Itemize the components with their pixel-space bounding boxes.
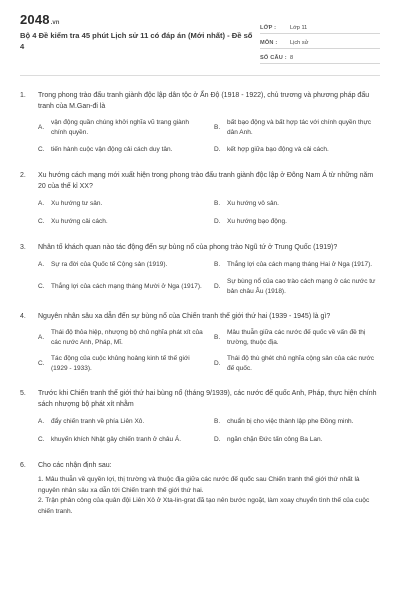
option-c[interactable]: [38, 434, 204, 446]
meta-label: MÔN :: [260, 40, 278, 46]
question-text: Trong phong trào đấu tranh giành độc lập dân tộc ở Ấn Độ (1918 - 1922), chủ trương và phương pháp đấu tranh của M.Gan-đi là: [38, 92, 370, 110]
option-text: Xu hướng tư sản.: [51, 200, 103, 207]
option-text: Thái độ thỏa hiệp, nhượng bộ chủ nghĩa phát xít của các nước Anh, Pháp, Mĩ.: [51, 329, 203, 346]
header: [20, 12, 380, 64]
option-letter: C.: [38, 360, 45, 367]
meta-row-grade: [260, 19, 380, 34]
option-group: [38, 118, 380, 156]
meta-label: LỚP :: [260, 25, 277, 31]
option-letter: D.: [214, 146, 221, 153]
option-group: [38, 198, 380, 228]
option-d[interactable]: [214, 216, 380, 228]
question-number: 5.: [20, 390, 26, 397]
option-letter: C.: [38, 283, 45, 290]
statement-2: 2. Trận phản công của quân đội Liên Xô ở Xta-lin-grat đã tạo nên bước ngoặt, làm xoay chuyển tình thế của cuộc chiến tranh.: [38, 497, 370, 515]
option-text: đẩy chiến tranh về phía Liên Xô.: [51, 418, 145, 425]
option-text: kết hợp giữa bạo động và cải cách.: [227, 146, 329, 153]
option-b[interactable]: [214, 416, 380, 428]
option-letter: A.: [38, 261, 45, 268]
option-text: Thái độ thù ghét chủ nghĩa cộng sản của các nước đế quốc.: [227, 355, 375, 372]
site-logo[interactable]: [20, 12, 258, 27]
option-letter: D.: [214, 360, 221, 367]
option-text: vận động quần chúng khởi nghĩa vũ trang giành chính quyền.: [51, 119, 189, 136]
question-number: 2.: [20, 172, 26, 179]
option-text: Xu hướng bạo động.: [227, 218, 287, 225]
option-group: [38, 259, 380, 297]
question-text: Nhân tố khách quan nào tác động đến sự bùng nổ của phong trào Ngũ tứ ở Trung Quốc (1919)?: [38, 244, 338, 251]
option-a[interactable]: [38, 416, 204, 428]
option-letter: B.: [214, 200, 221, 207]
option-letter: C.: [38, 436, 45, 443]
option-b[interactable]: [214, 259, 380, 271]
question-text: Nguyên nhân sâu xa dẫn đến sự bùng nổ của Chiến tranh thế giới thứ hai (1939 - 1945) là gì?: [38, 313, 331, 320]
question-text: Xu hướng cách mạng mới xuất hiện trong phong trào đấu tranh giành độc lập ở Đông Nam Á từ những năm 20 của thế kỉ XX?: [38, 172, 374, 190]
option-text: Sự bùng nổ của cao trào cách mạng ở các nước tư bản châu Âu (1918).: [227, 278, 376, 295]
option-letter: C.: [38, 218, 45, 225]
option-letter: D.: [214, 283, 221, 290]
option-letter: B.: [214, 261, 221, 268]
question-3: [20, 242, 380, 297]
option-a[interactable]: [38, 118, 204, 138]
option-text: Xu hướng vô sản.: [227, 200, 279, 207]
option-c[interactable]: [38, 144, 204, 156]
statement-list: [38, 475, 380, 517]
meta-row-subject: [260, 34, 380, 49]
question-number: 3.: [20, 244, 26, 251]
option-text: Mâu thuẫn giữa các nước đế quốc về vấn đề thị trường, thuộc địa.: [227, 329, 366, 346]
question-5: [20, 388, 380, 446]
question-list: [20, 90, 380, 517]
option-letter: A.: [38, 200, 45, 207]
meta-label: SỐ CÂU :: [260, 55, 287, 61]
option-text: Tác động của cuộc khủng hoảng kinh tế thế giới (1929 - 1933).: [51, 355, 190, 372]
option-c[interactable]: [38, 354, 204, 374]
option-letter: A.: [38, 418, 45, 425]
question-number: 1.: [20, 92, 26, 99]
question-number: 4.: [20, 313, 26, 320]
option-c[interactable]: [38, 216, 204, 228]
option-b[interactable]: [214, 328, 380, 348]
header-divider: [20, 75, 380, 76]
option-text: Xu hướng cải cách.: [51, 218, 108, 225]
option-b[interactable]: [214, 118, 380, 138]
option-a[interactable]: [38, 259, 204, 271]
option-group: [38, 416, 380, 446]
option-d[interactable]: [214, 434, 380, 446]
meta-value: 8: [290, 55, 294, 61]
question-2: [20, 170, 380, 228]
meta-value: Lớp 11: [290, 25, 308, 31]
option-text: chuẩn bị cho việc thành lập phe Đồng minh.: [227, 418, 354, 425]
option-text: Sự ra đời của Quốc tế Cộng sản (1919).: [51, 261, 168, 268]
logo-sub: .vn: [50, 20, 60, 26]
question-1: [20, 90, 380, 156]
option-text: ngăn chặn Đức tấn công Ba Lan.: [227, 436, 323, 443]
option-d[interactable]: [214, 277, 380, 297]
option-text: Thắng lợi của cách mạng tháng Mười ở Nga (1917).: [51, 283, 202, 290]
option-letter: B.: [214, 334, 221, 341]
option-text: khuyến khích Nhật gây chiến tranh ở châu Á.: [51, 436, 182, 443]
option-text: Thắng lợi của cách mạng tháng Hai ở Nga (1917).: [227, 261, 373, 268]
option-letter: D.: [214, 436, 221, 443]
option-letter: D.: [214, 218, 221, 225]
page-title: Bộ 4 Đề kiểm tra 45 phút Lịch sử 11 có đáp án (Mới nhất) - Đề số 4: [20, 31, 253, 51]
option-letter: B.: [214, 418, 221, 425]
option-text: bất bạo động và bất hợp tác với chính quyền thực dân Anh.: [227, 119, 372, 136]
logo-main: 2048: [20, 12, 50, 27]
option-d[interactable]: [214, 144, 380, 156]
statement-1: 1. Mâu thuẫn về quyền lợi, thị trường và thuộc địa giữa các nước đế quốc sau Chiến tranh thế giới thứ nhất là nguyên nhân sâu xa dẫn tới Chiến tranh thế giới thứ hai.: [38, 476, 360, 494]
option-letter: B.: [214, 124, 221, 131]
header-left: [20, 12, 258, 64]
option-b[interactable]: [214, 198, 380, 210]
question-number: 6.: [20, 462, 26, 469]
option-text: tiến hành cuộc vận động cải cách duy tân.: [51, 146, 173, 153]
question-4: [20, 311, 380, 374]
option-c[interactable]: [38, 277, 204, 297]
option-a[interactable]: [38, 198, 204, 210]
question-text: Cho các nhận định sau:: [38, 462, 112, 469]
option-group: [38, 328, 380, 374]
meta-row-count: [260, 49, 380, 64]
option-letter: C.: [38, 146, 45, 153]
option-letter: A.: [38, 334, 45, 341]
meta-value: Lịch sử: [290, 40, 309, 46]
option-letter: A.: [38, 124, 45, 131]
option-d[interactable]: [214, 354, 380, 374]
meta-box: [260, 19, 380, 64]
question-text: Trước khi Chiến tranh thế giới thứ hai bùng nổ (tháng 9/1939), các nước đế quốc Anh, Pháp, thực hiện chính sách nhượng bộ phát xít nhằm: [38, 390, 377, 408]
option-a[interactable]: [38, 328, 204, 348]
question-6: [20, 460, 380, 517]
